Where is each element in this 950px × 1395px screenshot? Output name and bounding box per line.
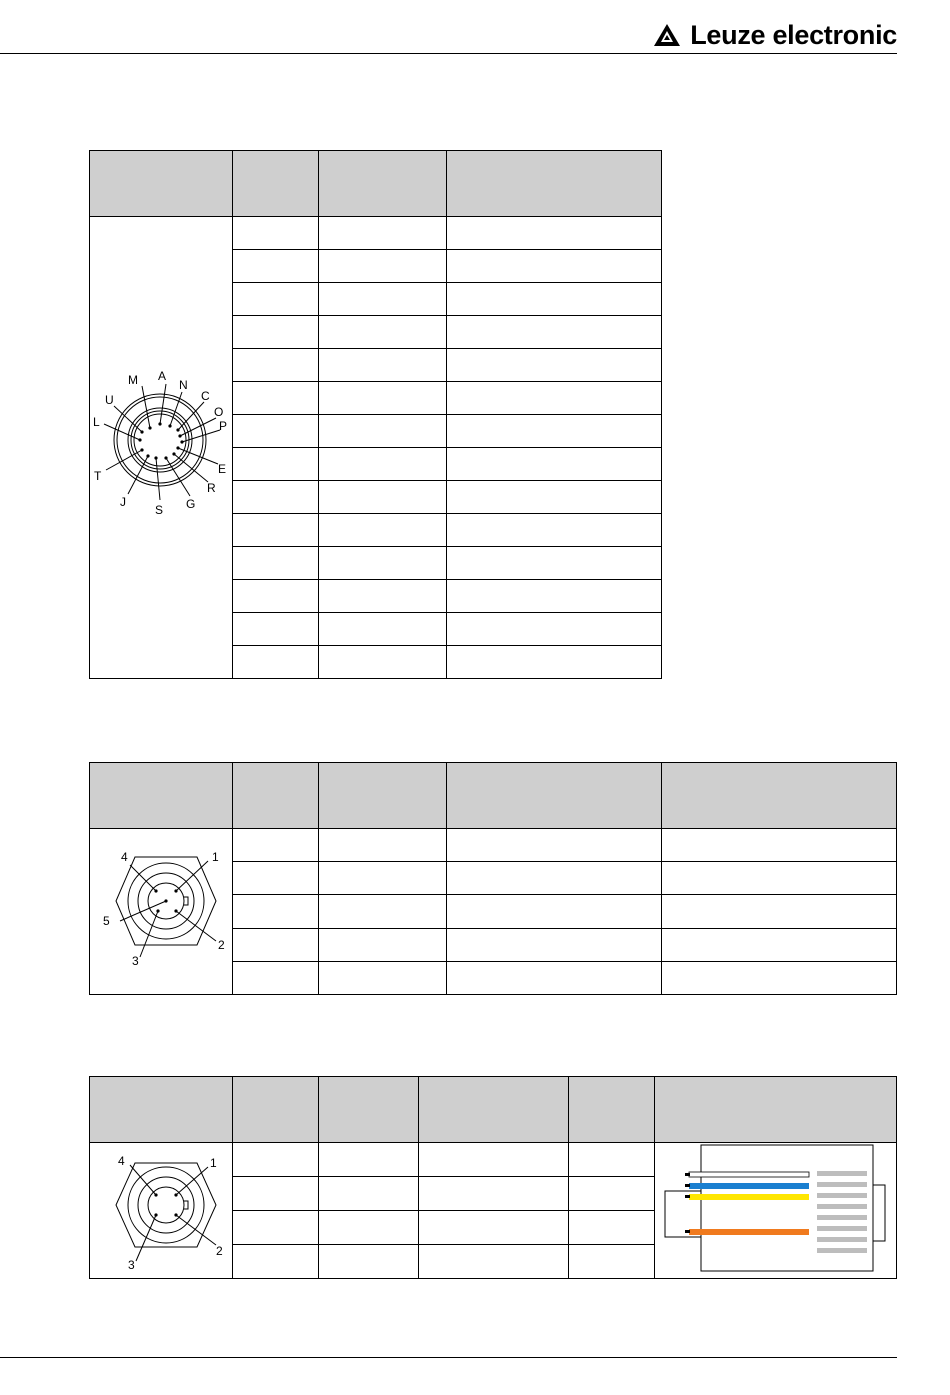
table-cell	[319, 283, 447, 316]
table-cell	[233, 613, 319, 646]
pin-label: R	[207, 481, 216, 495]
header-cell	[419, 1077, 569, 1143]
pin-table-1	[89, 150, 662, 679]
wire-white	[689, 1172, 809, 1177]
table-cell	[233, 547, 319, 580]
pin-label: 3	[132, 954, 139, 968]
table-cell	[569, 1211, 655, 1245]
header-cell	[319, 151, 447, 217]
pin-label: O	[214, 405, 224, 419]
pin-label: 4	[118, 1154, 125, 1168]
terminal-wiring-diagram	[655, 1143, 897, 1273]
table-cell	[319, 349, 447, 382]
table-cell	[233, 382, 319, 415]
table-cell	[233, 862, 319, 895]
table-cell	[447, 928, 662, 961]
table-cell	[419, 1177, 569, 1211]
table-cell	[319, 829, 447, 862]
table-cell	[233, 646, 319, 679]
table-cell	[447, 382, 662, 415]
pin-label: P	[219, 419, 228, 433]
pin-table-2	[89, 762, 897, 995]
header-cell	[447, 763, 662, 829]
table-cell	[569, 1245, 655, 1279]
pin-table-3	[89, 1076, 897, 1279]
table-cell	[319, 646, 447, 679]
pin-label: 5	[103, 914, 110, 928]
table-cell	[419, 1245, 569, 1279]
pin-label: 1	[210, 1156, 217, 1170]
table-cell	[233, 448, 319, 481]
table-cell	[569, 1177, 655, 1211]
m12-5pin-connector-diagram	[90, 829, 233, 989]
footer-divider	[0, 1357, 897, 1358]
pin-label: U	[105, 393, 114, 407]
header-cell	[90, 763, 233, 829]
brand-logo	[653, 18, 897, 52]
table-cell	[319, 415, 447, 448]
table-cell	[319, 547, 447, 580]
table-cell	[447, 448, 662, 481]
connector-diagram-cell	[90, 829, 233, 995]
table-cell	[447, 217, 662, 250]
table-header-row	[90, 763, 897, 829]
pin-label: 4	[121, 850, 128, 864]
pin-label: E	[218, 462, 227, 476]
table-cell	[447, 862, 662, 895]
table-row	[90, 1143, 897, 1177]
pin-label: 1	[212, 850, 219, 864]
table-cell	[569, 1143, 655, 1177]
pin-label: M	[128, 373, 138, 387]
header-cell	[319, 763, 447, 829]
table-cell	[447, 829, 662, 862]
table-cell	[319, 448, 447, 481]
header-cell	[319, 1077, 419, 1143]
m12-4pin-connector-diagram	[90, 1143, 233, 1273]
table-cell	[233, 1245, 319, 1279]
pin-label: C	[201, 389, 210, 403]
table-cell	[447, 415, 662, 448]
wire-blue	[689, 1183, 809, 1189]
table-cell	[419, 1211, 569, 1245]
pin-label: S	[155, 503, 164, 517]
table-cell	[447, 481, 662, 514]
table-cell	[233, 283, 319, 316]
table-cell	[319, 895, 447, 928]
connector-diagram-cell	[90, 1143, 233, 1279]
table-cell	[447, 349, 662, 382]
table-cell	[233, 1177, 319, 1211]
table-cell	[447, 895, 662, 928]
header-cell	[233, 151, 319, 217]
table-cell	[233, 415, 319, 448]
table-header-row	[90, 1077, 897, 1143]
table-cell	[419, 1143, 569, 1177]
pin-label: 3	[128, 1258, 135, 1272]
table-cell	[447, 580, 662, 613]
table-cell	[233, 928, 319, 961]
brand-name: Leuze electronic	[690, 19, 897, 50]
table-cell	[233, 217, 319, 250]
table-cell	[233, 481, 319, 514]
table-cell	[319, 1143, 419, 1177]
table-header-row	[90, 151, 662, 217]
wiring-diagram-cell	[655, 1143, 897, 1279]
table-cell	[233, 829, 319, 862]
header-cell	[90, 1077, 233, 1143]
table-cell	[447, 316, 662, 349]
table-cell	[319, 217, 447, 250]
table-cell	[233, 580, 319, 613]
pin-label: T	[94, 469, 102, 483]
table-cell	[447, 613, 662, 646]
table-row	[90, 217, 662, 250]
table-cell	[662, 895, 897, 928]
table-cell	[662, 862, 897, 895]
header-cell	[655, 1077, 897, 1143]
table-cell	[319, 961, 447, 994]
table-cell	[233, 961, 319, 994]
table-cell	[319, 1177, 419, 1211]
pin-label: N	[179, 378, 188, 392]
table-cell	[319, 862, 447, 895]
table-cell	[447, 646, 662, 679]
table-cell	[319, 928, 447, 961]
table-cell	[662, 829, 897, 862]
header-cell	[90, 151, 233, 217]
table-cell	[447, 250, 662, 283]
table-cell	[233, 349, 319, 382]
table-cell	[447, 283, 662, 316]
leuze-logo-icon	[653, 23, 681, 47]
connector-diagram-cell	[90, 217, 233, 679]
table-cell	[233, 250, 319, 283]
header-cell	[569, 1077, 655, 1143]
table-cell	[233, 514, 319, 547]
table-cell	[233, 1211, 319, 1245]
pin-label: A	[158, 369, 167, 383]
header-cell	[233, 1077, 319, 1143]
header-cell	[447, 151, 662, 217]
pin-label: 2	[218, 938, 225, 952]
table-cell	[319, 514, 447, 547]
table-row	[90, 829, 897, 862]
table-cell	[319, 1245, 419, 1279]
header-divider	[0, 53, 897, 54]
table-cell	[319, 613, 447, 646]
table-cell	[319, 1211, 419, 1245]
table-cell	[319, 481, 447, 514]
header-cell	[233, 763, 319, 829]
table-cell	[447, 961, 662, 994]
table-cell	[447, 547, 662, 580]
table-cell	[447, 514, 662, 547]
table-cell	[233, 316, 319, 349]
header-cell	[662, 763, 897, 829]
table-cell	[319, 580, 447, 613]
wire-yellow	[689, 1194, 809, 1200]
pin-label: L	[93, 415, 100, 429]
wire-orange	[689, 1229, 809, 1235]
table-cell	[662, 961, 897, 994]
pin-label: G	[186, 497, 196, 511]
round-connector-diagram	[90, 360, 233, 530]
table-cell	[319, 250, 447, 283]
pin-label: 2	[216, 1244, 223, 1258]
table-cell	[662, 928, 897, 961]
table-cell	[319, 382, 447, 415]
pin-label: J	[120, 495, 126, 509]
table-cell	[233, 1143, 319, 1177]
table-cell	[233, 895, 319, 928]
table-cell	[319, 316, 447, 349]
